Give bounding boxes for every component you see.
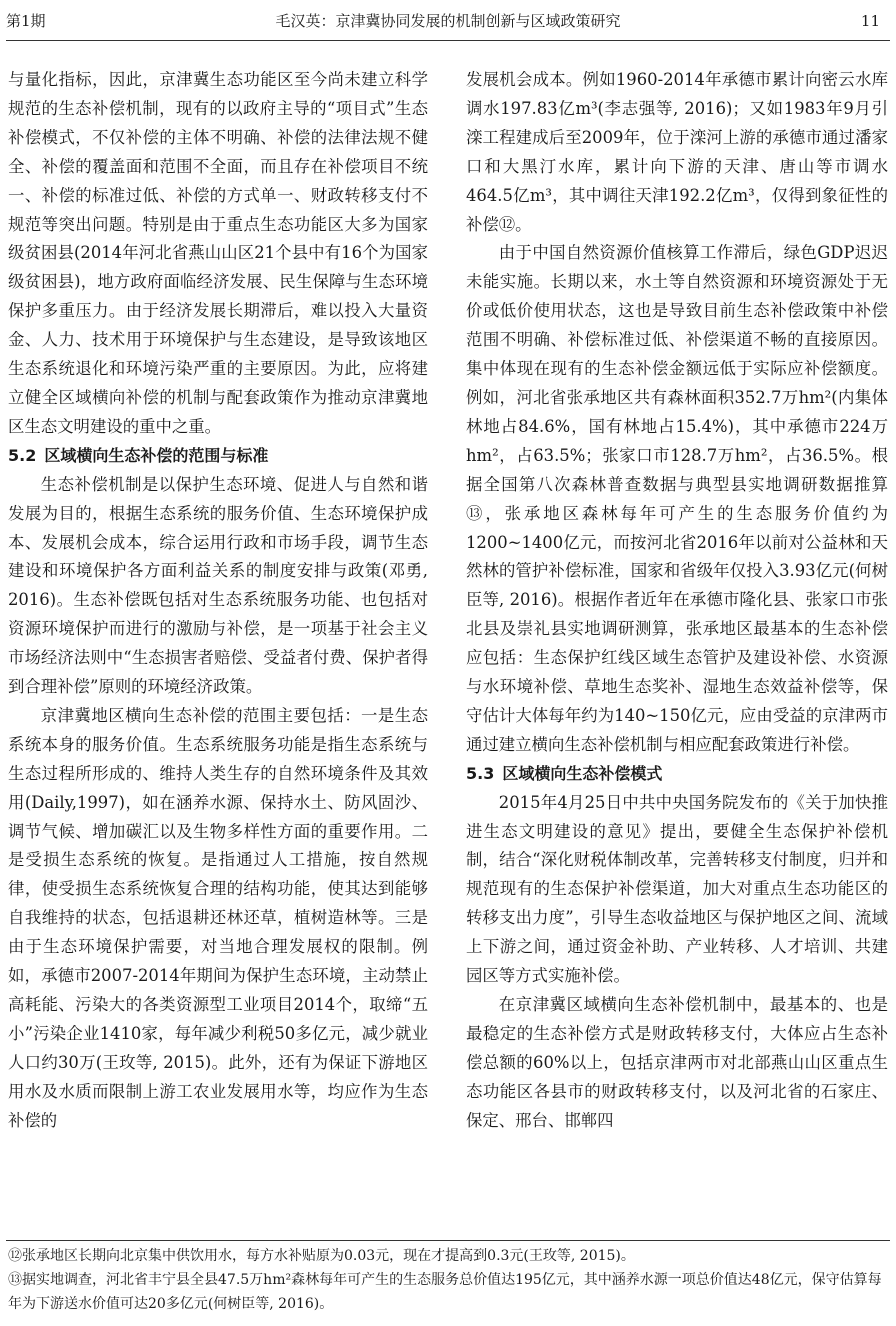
running-title: 毛汉英：京津冀协同发展的机制创新与区域政策研究 bbox=[275, 12, 621, 30]
issue-label: 第1期 bbox=[6, 12, 46, 30]
page-number: 11 bbox=[860, 12, 880, 30]
paragraph: 京津冀地区横向生态补偿的范围主要包括：一是生态系统本身的服务价值。生态系统服务功能是指生态系统与生态过程所形成的、维持人类生存的自然环境条件及其效用(Daily,1997)，如在涵养水源、保持水土、防风固沙、调节气候、增加碳汇以及生物多样性方面的重要作用。二是受损生态系统的恢复。是指通过人工措施，按自然规律，使受损生态系统恢复合理的结构功能，使其达到能够自我维持的状态，包括退耕还林还草，植树造林等。三是由于生态环境保护需要，对当地合理发展权的限制。例如，承德市2007-2014年期间为保护生态环境，主动禁止高耗能、污染大的各类资源型工业项目2014个，取缔“五小”污染企业1410家，每年减少利税50多亿元，减少就业人口约30万(王玫等, 2015)。此外，还有为保证下游地区用水及水质而限制上游工农业发展用水等，均应作为生态补偿的 bbox=[8, 705, 428, 1130]
footnotes bbox=[8, 1244, 890, 1316]
paragraph: 在京津冀区域横向生态补偿机制中，最基本的、也是最稳定的生态补偿方式是财政转移支付，大体应占生态补偿总额的60%以上，包括京津两市对北部燕山山区重点生态功能区各县市的财政转移支付，以及河北省的石家庄、保定、邢台、邯郸四 bbox=[466, 995, 888, 1130]
header-divider bbox=[6, 40, 890, 41]
left-column bbox=[8, 66, 428, 1136]
section-title: 区域横向生态补偿的范围与标准 bbox=[44, 445, 269, 465]
paragraph: 2015年4月25日中共中央国务院发布的《关于加快推进生态文明建设的意见》提出，要健全生态保护补偿机制，结合“深化财税体制改革，完善转移支付制度，归并和规范现有的生态保护补偿渠道，加大对重点生态功能区的转移支出力度”，引导生态收益地区与保护地区之间、流域上下游之间，通过资金补助、产业转移、人才培训、共建园区等方式实施补偿。 bbox=[466, 792, 888, 986]
footnote-divider bbox=[6, 1240, 890, 1241]
footnote-13: ⑬据实地调查，河北省丰宁县全县47.5万hm²森林每年可产生的生态服务总价值达195亿元，其中涵养水源一项总价值达48亿元，保守估算每年为下游送水价值可达20多亿元(何树臣等, 2016)。 bbox=[8, 1272, 882, 1312]
paragraph: 由于中国自然资源价值核算工作滞后，绿色GDP迟迟未能实施。长期以来，水土等自然资源和环境资源处于无价或低价使用状态，这也是导致目前生态补偿政策中补偿范围不明确、补偿标准过低、补偿渠道不畅的直接原因。集中体现在现有的生态补偿金额远低于实际应补偿额度。例如，河北省张承地区共有森林面积352.7万hm²(内集体林地占84.6%，国有林地占15.4%)，其中承德市224万hm²，占63.5%；张家口市128.7万hm²，占36.5%。根据全国第八次森林普查数据与典型县实地调研数据推算⑬，张承地区森林每年可产生的生态服务价值约为1200~1400亿元，而按河北省2016年以前对公益林和天然林的管护补偿标准，国家和省级年仅投入3.93亿元(何树臣等, 2016)。根据作者近年在承德市隆化县、张家口市张北县及崇礼县实地调研测算，张承地区最基本的生态补偿应包括：生态保护红线区域生态管护及建设补偿、水资源与水环境补偿、草地生态奖补、湿地生态效益补偿等，保守估计大体每年约为140~150亿元，应由受益的京津两市通过建立横向生态补偿机制与相应配套政策进行补偿。 bbox=[466, 243, 888, 754]
paragraph: 生态补偿机制是以保护生态环境、促进人与自然和谐发展为目的，根据生态系统的服务价值、生态环境保护成本、发展机会成本，综合运用行政和市场手段，调节生态建设和环境保护各方面利益关系的制度安排与政策(邓勇, 2016)。生态补偿既包括对生态系统服务功能、也包括对资源环境保护而进行的激励与补偿，是一项基于社会主义市场经济法则中“生态损害者赔偿、受益者付费、保护者得到合理补偿”原则的环境经济政策。 bbox=[8, 474, 428, 697]
paragraph-continued: 发展机会成本。例如1960-2014年承德市累计向密云水库调水197.83亿m³(李志强等, 2016)；又如1983年9月引滦工程建成后至2009年，位于滦河上游的承德市通过潘家口和大黑汀水库，累计向下游的天津、唐山等市调水464.5亿m³，其中调往天津192.2亿m³，仅得到象征性的补偿⑫。 bbox=[466, 70, 888, 234]
section-heading-5-2 bbox=[8, 442, 428, 471]
running-header bbox=[6, 8, 890, 34]
paragraph-continued: 与量化指标，因此，京津冀生态功能区至今尚未建立科学规范的生态补偿机制，现有的以政府主导的“项目式”生态补偿模式，不仅补偿的主体不明确、补偿的法律法规不健全、补偿的覆盖面和范围不全面，而且存在补偿项目不统一、补偿的标准过低、补偿的方式单一、财政转移支付不规范等突出问题。特别是由于重点生态功能区大多为国家级贫困县(2014年河北省燕山山区21个县中有16个为国家级贫困县)，地方政府面临经济发展、民生保障与生态环境保护多重压力。由于经济发展长期滞后，难以投入大量资金、人力、技术用于环境保护与生态建设，是导致该地区生态系统退化和环境污染严重的主要原因。为此，应将建立健全区域横向补偿的机制与配套政策作为推动京津冀地区生态文明建设的重中之重。 bbox=[8, 70, 428, 436]
section-number: 5.2 bbox=[8, 445, 37, 465]
section-title: 区域横向生态补偿模式 bbox=[502, 763, 663, 783]
footnote-12: ⑫张承地区长期向北京集中供饮用水，每方水补贴原为0.03元，现在才提高到0.3元(王玫等, 2015)。 bbox=[8, 1248, 635, 1264]
right-column bbox=[466, 66, 888, 1136]
section-number: 5.3 bbox=[466, 763, 495, 783]
section-heading-5-3 bbox=[466, 760, 888, 789]
